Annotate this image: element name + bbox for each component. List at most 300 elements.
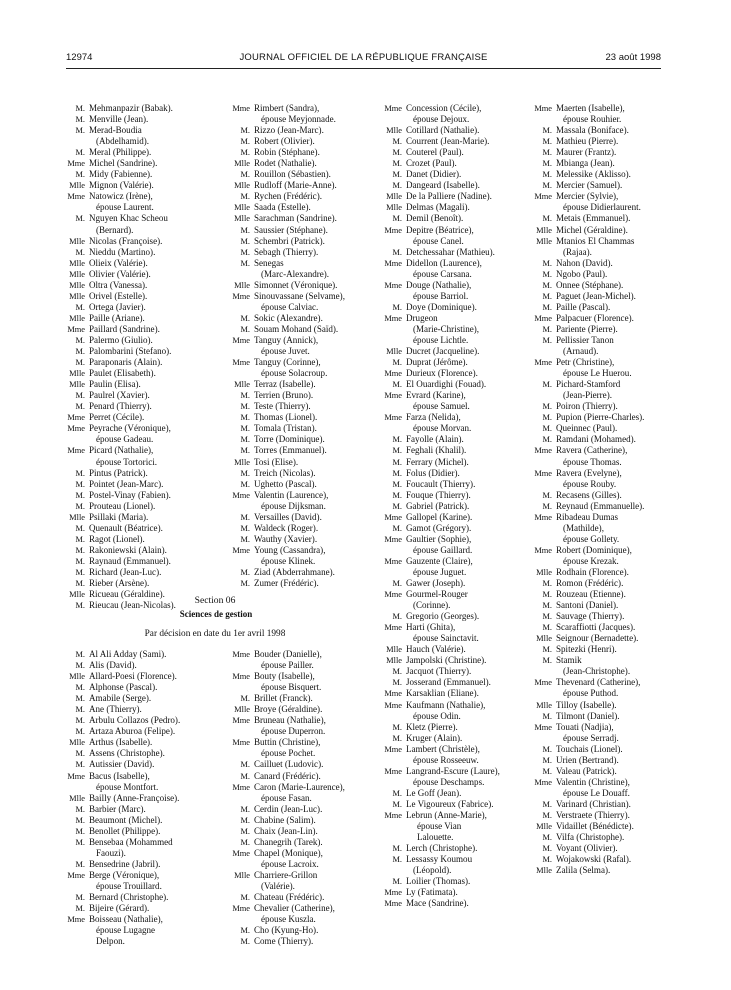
- list-item: [66, 837, 226, 848]
- person-name: Penard (Thierry).: [89, 401, 152, 412]
- list-item: [66, 815, 226, 826]
- list-item: [533, 313, 688, 324]
- list-item: [383, 445, 525, 456]
- list-item: [66, 826, 226, 837]
- list-item: [231, 125, 373, 136]
- person-name: Douge (Nathalie),: [406, 279, 472, 290]
- person-name: Perret (Cécile).: [89, 412, 145, 423]
- title-abbrev: Mme: [384, 811, 402, 820]
- person-name: Versailles (David).: [254, 511, 322, 522]
- continuation-line: épouse Krezak.: [563, 555, 619, 566]
- person-name: Sokic (Alexandre).: [254, 312, 323, 323]
- list-item: [533, 180, 688, 191]
- title-abbrev: M.: [75, 727, 85, 737]
- title-abbrev: Mlle: [536, 866, 552, 876]
- list-item: [383, 136, 525, 147]
- title-abbrev: Mlle: [69, 738, 85, 748]
- list-item: [533, 633, 688, 644]
- title-abbrev: Mlle: [69, 793, 85, 803]
- title-abbrev: Mme: [232, 782, 250, 792]
- person-name: Detchessahar (Mathieu).: [406, 246, 495, 257]
- person-name: Melessike (Aklisso).: [556, 169, 631, 180]
- person-name: Lerch (Christophe).: [406, 843, 478, 854]
- person-name: Artaza Aburoa (Felipe).: [89, 726, 176, 737]
- list-item: [383, 125, 525, 136]
- continuation-line: épouse Lacroix.: [261, 858, 319, 869]
- title-abbrev: M.: [392, 446, 402, 456]
- person-name: Fayolle (Alain).: [406, 434, 464, 445]
- title-abbrev: M.: [75, 335, 85, 345]
- title-abbrev: M.: [75, 104, 85, 113]
- list-item: [533, 611, 688, 622]
- list-item: [383, 490, 525, 501]
- continuation-line: épouse Carsana.: [413, 268, 472, 279]
- section-number: Section 06: [194, 595, 236, 606]
- title-abbrev: Mme: [67, 424, 85, 434]
- person-name: Cotillard (Nathalie).: [406, 125, 480, 136]
- name-column-section-06-b: [231, 649, 373, 947]
- title-abbrev: M.: [240, 523, 250, 533]
- title-abbrev: Mlle: [536, 236, 552, 246]
- continuation-line: (Jean-Pierre).: [563, 390, 612, 401]
- list-item: [66, 649, 226, 660]
- title-abbrev: Mlle: [234, 705, 250, 715]
- person-name: Thevenard (Catherine),: [556, 677, 641, 688]
- list-item: [231, 291, 373, 302]
- list-item: [533, 236, 688, 247]
- person-name: Ravera (Catherine),: [556, 445, 628, 456]
- title-abbrev: Mlle: [69, 291, 85, 301]
- person-name: Feghali (Khalil).: [406, 445, 467, 456]
- list-item: [383, 677, 525, 688]
- title-abbrev: Mme: [384, 744, 402, 754]
- title-abbrev: Mme: [232, 291, 250, 301]
- title-abbrev: Mme: [384, 369, 402, 379]
- list-item: [231, 180, 373, 191]
- list-item: [231, 202, 373, 213]
- title-abbrev: M.: [392, 148, 402, 158]
- person-name: Pointet (Jean-Marc).: [89, 478, 164, 489]
- person-name: Bernard (Christophe).: [89, 892, 169, 903]
- list-item: [383, 700, 525, 711]
- list-item: [533, 125, 688, 136]
- person-name: Arthus (Isabelle).: [89, 737, 153, 748]
- person-name: Seignour (Bernadette).: [556, 633, 639, 644]
- title-abbrev: M.: [240, 804, 250, 814]
- person-name: Mercier (Sylvie),: [556, 191, 619, 202]
- title-abbrev: Mme: [67, 324, 85, 334]
- list-item: [231, 169, 373, 180]
- person-name: Charriere-Grillon: [254, 869, 318, 880]
- list-item: [66, 258, 226, 269]
- list-item: [231, 737, 373, 748]
- list-item: [231, 401, 373, 412]
- title-abbrev: Mlle: [386, 656, 402, 666]
- title-abbrev: Mme: [384, 391, 402, 401]
- person-name: Doye (Dominique).: [406, 301, 477, 312]
- list-item: [231, 490, 373, 501]
- list-item: [231, 335, 373, 346]
- list-item: [383, 733, 525, 744]
- continuation-line: épouse Samuel.: [413, 401, 470, 412]
- title-abbrev: M.: [392, 479, 402, 489]
- person-name: Ragot (Lionel).: [89, 533, 145, 544]
- list-item: [66, 191, 226, 202]
- person-name: Beaumont (Michel).: [89, 814, 163, 825]
- title-abbrev: Mme: [534, 777, 552, 787]
- person-name: Terraz (Isabelle).: [254, 379, 316, 390]
- person-name: Thomas (Lionel).: [254, 412, 318, 423]
- person-name: Ane (Thierry).: [89, 704, 142, 715]
- list-item: [66, 247, 226, 258]
- list-item: [383, 854, 525, 865]
- title-abbrev: M.: [240, 579, 250, 589]
- person-name: Mercier (Samuel).: [556, 180, 623, 191]
- list-item: [66, 468, 226, 479]
- title-abbrev: M.: [240, 435, 250, 445]
- person-name: Tosi (Elise).: [254, 456, 299, 467]
- title-abbrev: Mme: [384, 590, 402, 600]
- list-item: [66, 578, 226, 589]
- title-abbrev: Mme: [67, 870, 85, 880]
- title-abbrev: Mlle: [536, 567, 552, 577]
- person-name: Canard (Frédéric).: [254, 770, 321, 781]
- title-abbrev: M.: [75, 115, 85, 125]
- person-name: Bruneau (Nathalie),: [254, 715, 326, 726]
- list-item: [66, 390, 226, 401]
- person-name: Sebagh (Thierry).: [254, 246, 319, 257]
- list-item: [231, 837, 373, 848]
- title-abbrev: M.: [392, 468, 402, 478]
- list-item: [533, 103, 688, 114]
- title-abbrev: Mme: [534, 104, 552, 113]
- title-abbrev: Mlle: [69, 280, 85, 290]
- continuation-line: épouse Morvan.: [413, 423, 472, 434]
- person-name: Evrard (Karine),: [406, 390, 466, 401]
- continuation-line: épouse Gollety.: [563, 533, 620, 544]
- list-item: [231, 715, 373, 726]
- person-name: Caron (Marie-Laurence),: [254, 781, 345, 792]
- title-abbrev: M.: [542, 159, 552, 169]
- person-name: Barbier (Marc).: [89, 803, 146, 814]
- name-column-3: [383, 103, 525, 909]
- continuation-line: (Rajaa).: [563, 246, 592, 257]
- title-abbrev: Mme: [67, 192, 85, 202]
- title-abbrev: M.: [392, 612, 402, 622]
- list-item: [231, 903, 373, 914]
- list-item: [231, 258, 373, 269]
- title-abbrev: Mlle: [386, 645, 402, 655]
- person-name: Mathieu (Pierre).: [556, 136, 619, 147]
- continuation-line: épouse Tortorici.: [96, 456, 158, 467]
- person-name: Loilier (Thomas).: [406, 876, 471, 887]
- title-abbrev: Mme: [534, 192, 552, 202]
- title-abbrev: M.: [240, 424, 250, 434]
- list-item: [66, 313, 226, 324]
- continuation-line: épouse Trouillard.: [96, 880, 162, 891]
- title-abbrev: Mlle: [536, 634, 552, 644]
- list-item: [533, 700, 688, 711]
- title-abbrev: M.: [542, 799, 552, 809]
- person-name: Gaultier (Sophie),: [406, 533, 472, 544]
- header-rule: [66, 68, 661, 69]
- list-item: [231, 848, 373, 859]
- list-item: [231, 423, 373, 434]
- title-abbrev: M.: [542, 126, 552, 136]
- list-item: [231, 191, 373, 202]
- list-item: [383, 457, 525, 468]
- person-name: Oltra (Vanessa).: [89, 279, 148, 290]
- person-name: Menville (Jean).: [89, 114, 149, 125]
- title-abbrev: M.: [75, 126, 85, 136]
- title-abbrev: Mlle: [234, 214, 250, 224]
- issue-date: 23 août 1998: [605, 52, 661, 63]
- title-abbrev: M.: [392, 137, 402, 147]
- list-item: [66, 125, 226, 136]
- title-abbrev: Mlle: [234, 870, 250, 880]
- list-item: [383, 103, 525, 114]
- person-name: Jampolski (Christine).: [406, 655, 487, 666]
- person-name: Durieux (Florence).: [406, 368, 478, 379]
- title-abbrev: M.: [240, 402, 250, 412]
- list-item: [231, 147, 373, 158]
- person-name: Varinard (Christian).: [556, 798, 631, 809]
- title-abbrev: M.: [240, 468, 250, 478]
- title-abbrev: M.: [392, 302, 402, 312]
- person-name: Mbianga (Jean).: [556, 158, 615, 169]
- list-item: [66, 545, 226, 556]
- continuation-line: épouse Le Huerou.: [563, 368, 632, 379]
- title-abbrev: M.: [542, 291, 552, 301]
- list-item: [231, 357, 373, 368]
- continuation-line: épouse Pailler.: [261, 660, 314, 671]
- list-item: [383, 843, 525, 854]
- list-item: [533, 567, 688, 578]
- title-abbrev: M.: [240, 567, 250, 577]
- person-name: Michel (Sandrine).: [89, 158, 158, 169]
- list-item: [231, 870, 373, 881]
- title-abbrev: M.: [542, 601, 552, 611]
- person-name: Paguet (Jean-Michel).: [556, 290, 636, 301]
- person-name: Rieber (Arsène).: [89, 578, 150, 589]
- title-abbrev: Mme: [534, 468, 552, 478]
- continuation-line: Faouzi).: [96, 847, 126, 858]
- name-column-1: [66, 103, 226, 611]
- title-abbrev: M.: [542, 324, 552, 334]
- continuation-line: épouse Klinek.: [261, 555, 316, 566]
- continuation-line: (Jean-Christophe).: [563, 666, 631, 677]
- person-name: Chabine (Salim).: [254, 814, 316, 825]
- person-name: Mignon (Valérie).: [89, 180, 154, 191]
- person-name: Prouteau (Lionel).: [89, 500, 156, 511]
- title-abbrev: M.: [542, 181, 552, 191]
- person-name: Tanguy (Corinne),: [254, 357, 321, 368]
- person-name: Gamot (Grégory).: [406, 522, 472, 533]
- title-abbrev: M.: [240, 137, 250, 147]
- title-abbrev: Mme: [534, 446, 552, 456]
- person-name: Autissier (David).: [89, 759, 155, 770]
- list-item: [66, 859, 226, 870]
- list-item: [231, 815, 373, 826]
- title-abbrev: M.: [542, 711, 552, 721]
- list-item: [231, 136, 373, 147]
- list-item: [231, 379, 373, 390]
- list-item: [66, 103, 226, 114]
- list-item: [383, 280, 525, 291]
- list-item: [383, 688, 525, 699]
- continuation-line: épouse Didierlaurent.: [563, 202, 641, 213]
- person-name: Chanegrih (Tarek).: [254, 836, 323, 847]
- continuation-line: épouse Vian: [417, 821, 462, 832]
- person-name: Danet (Didier).: [406, 169, 462, 180]
- title-abbrev: Mme: [67, 915, 85, 925]
- list-item: [383, 412, 525, 423]
- person-name: Touchais (Lionel).: [556, 743, 623, 754]
- person-name: Gourmel-Rouger: [406, 589, 468, 600]
- person-name: Psillaki (Maria).: [89, 511, 149, 522]
- title-abbrev: M.: [75, 490, 85, 500]
- person-name: Demil (Benoît).: [406, 213, 464, 224]
- list-item: [533, 512, 688, 523]
- list-item: [66, 771, 226, 782]
- list-item: [231, 759, 373, 770]
- person-name: Jacquot (Thierry).: [406, 666, 472, 677]
- title-abbrev: Mlle: [536, 225, 552, 235]
- person-name: Spitezki (Henri).: [556, 644, 617, 655]
- person-name: Delmas (Magali).: [406, 202, 470, 213]
- list-item: [383, 876, 525, 887]
- title-abbrev: M.: [542, 579, 552, 589]
- list-item: [533, 777, 688, 788]
- person-name: Rieucau (Jean-Nicolas).: [89, 600, 176, 611]
- list-item: [533, 291, 688, 302]
- list-item: [533, 412, 688, 423]
- list-item: [533, 843, 688, 854]
- list-item: [383, 644, 525, 655]
- continuation-line: épouse Dijksman.: [261, 500, 326, 511]
- title-abbrev: M.: [542, 170, 552, 180]
- list-item: [533, 744, 688, 755]
- person-name: Gallopel (Karine).: [406, 511, 473, 522]
- person-name: Sarachman (Sandrine).: [254, 213, 337, 224]
- list-item: [66, 269, 226, 280]
- continuation-line: épouse Serradj.: [563, 732, 619, 743]
- person-name: Maurer (Frantz).: [556, 147, 617, 158]
- title-abbrev: M.: [75, 534, 85, 544]
- list-item: [533, 423, 688, 434]
- list-item: [383, 799, 525, 810]
- person-name: Ziad (Abderrahmane).: [254, 566, 335, 577]
- person-name: Rouzeau (Etienne).: [556, 589, 626, 600]
- person-name: Poiron (Thierry).: [556, 401, 618, 412]
- title-abbrev: M.: [75, 358, 85, 368]
- list-item: [383, 611, 525, 622]
- title-abbrev: M.: [240, 893, 250, 903]
- list-item: [383, 247, 525, 258]
- title-abbrev: M.: [240, 826, 250, 836]
- person-name: Alphonse (Pascal).: [89, 682, 158, 693]
- person-name: Rizzo (Jean-Marc).: [254, 125, 324, 136]
- person-name: Mace (Sandrine).: [406, 898, 469, 909]
- title-abbrev: M.: [240, 937, 250, 947]
- list-item: [66, 291, 226, 302]
- list-item: [66, 914, 226, 925]
- person-name: Fouque (Thierry).: [406, 489, 471, 500]
- title-abbrev: M.: [542, 269, 552, 279]
- continuation-line: épouse Montfort.: [96, 781, 159, 792]
- person-name: Vilfa (Christophe).: [556, 832, 625, 843]
- list-item: [533, 357, 688, 368]
- title-abbrev: Mlle: [69, 269, 85, 279]
- title-abbrev: M.: [542, 137, 552, 147]
- list-item: [231, 826, 373, 837]
- list-item: [383, 202, 525, 213]
- person-name: Langrand-Escure (Laure),: [406, 765, 500, 776]
- list-item: [231, 512, 373, 523]
- person-name: El Ouardighi (Fouad).: [406, 379, 487, 390]
- title-abbrev: Mlle: [69, 181, 85, 191]
- list-item: [533, 401, 688, 412]
- list-item: [533, 302, 688, 313]
- person-name: Rodhain (Florence).: [556, 566, 629, 577]
- list-item: [383, 810, 525, 821]
- list-item: [533, 490, 688, 501]
- continuation-line: épouse Fasan.: [261, 792, 312, 803]
- person-name: Broye (Géraldine).: [254, 704, 323, 715]
- title-abbrev: Mlle: [536, 822, 552, 832]
- person-name: Paulet (Elisabeth).: [89, 368, 156, 379]
- list-item: [66, 114, 226, 125]
- title-abbrev: M.: [75, 523, 85, 533]
- list-item: [66, 534, 226, 545]
- title-abbrev: Mme: [232, 716, 250, 726]
- list-item: [383, 655, 525, 666]
- continuation-line: épouse Gadeau.: [96, 434, 154, 445]
- person-name: Nguyen Khac Scheou: [89, 213, 168, 224]
- list-item: [66, 479, 226, 490]
- list-item: [66, 737, 226, 748]
- list-item: [66, 512, 226, 523]
- continuation-line: (Corinne).: [413, 600, 451, 611]
- title-abbrev: M.: [542, 258, 552, 268]
- continuation-line: (Mathilde),: [563, 522, 604, 533]
- title-abbrev: Mme: [67, 413, 85, 423]
- title-abbrev: Mme: [384, 225, 402, 235]
- title-abbrev: M.: [542, 413, 552, 423]
- title-abbrev: M.: [240, 236, 250, 246]
- list-item: [533, 832, 688, 843]
- person-name: Cerdin (Jean-Luc).: [254, 803, 323, 814]
- title-abbrev: M.: [75, 837, 85, 847]
- list-item: [383, 357, 525, 368]
- title-abbrev: Mme: [232, 335, 250, 345]
- title-abbrev: M.: [542, 148, 552, 158]
- list-item: [383, 434, 525, 445]
- list-item: [231, 324, 373, 335]
- person-name: Courrent (Jean-Marie).: [406, 136, 490, 147]
- title-abbrev: M.: [75, 302, 85, 312]
- person-name: Young (Cassandra),: [254, 544, 326, 555]
- title-abbrev: M.: [240, 534, 250, 544]
- list-item: [383, 523, 525, 534]
- person-name: Bacus (Isabelle),: [89, 770, 150, 781]
- title-abbrev: M.: [392, 799, 402, 809]
- list-item: [533, 191, 688, 202]
- list-item: [533, 810, 688, 821]
- list-item: [533, 622, 688, 633]
- person-name: Robin (Stéphane).: [254, 147, 320, 158]
- title-abbrev: M.: [240, 413, 250, 423]
